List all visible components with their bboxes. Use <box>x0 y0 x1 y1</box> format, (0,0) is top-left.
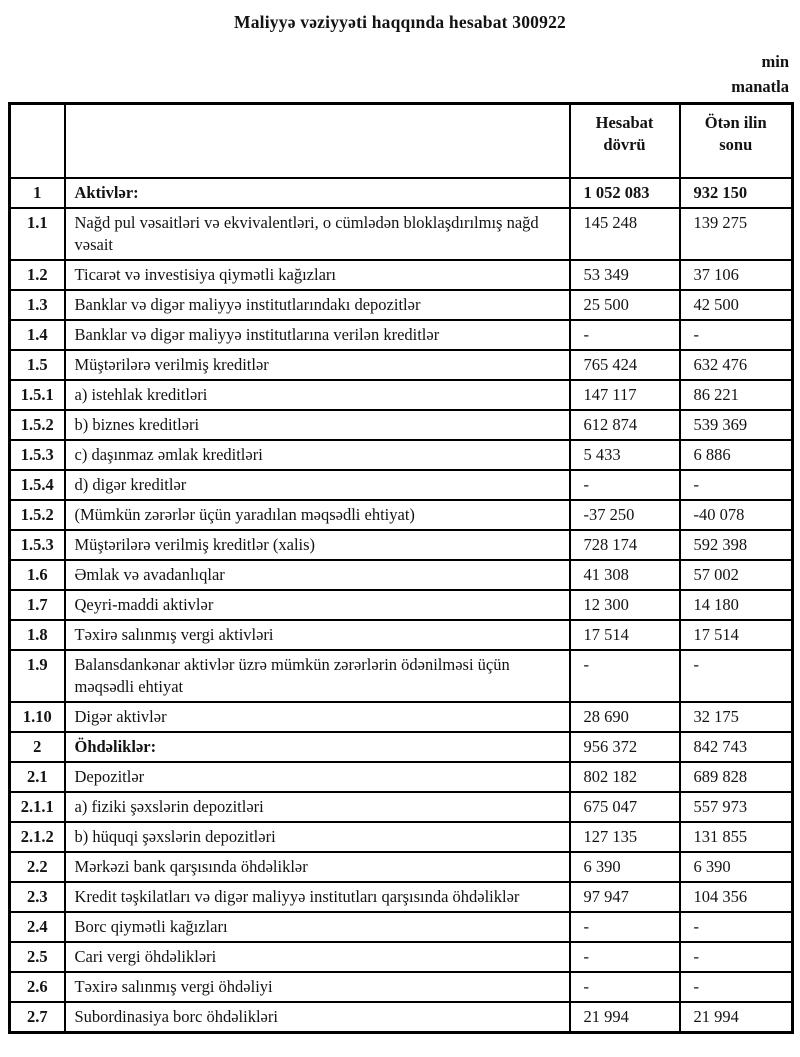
current-period-cell: 97 947 <box>570 882 680 912</box>
row-label-cell: Təxirə salınmış vergi aktivləri <box>65 620 570 650</box>
table-row <box>10 320 793 350</box>
previous-period-cell: 6 390 <box>680 852 793 882</box>
row-number-cell: 1.9 <box>10 650 65 702</box>
table-row <box>10 620 793 650</box>
row-number-cell: 2.3 <box>10 882 65 912</box>
row-number-cell: 1.5.3 <box>10 530 65 560</box>
current-period-cell: - <box>570 650 680 702</box>
current-period-cell: 728 174 <box>570 530 680 560</box>
table-row <box>10 650 793 702</box>
row-label-cell: Əmlak və avadanlıqlar <box>65 560 570 590</box>
row-number-cell: 1.3 <box>10 290 65 320</box>
row-label-cell: Öhdəliklər: <box>65 732 570 762</box>
row-label-cell: Təxirə salınmış vergi öhdəliyi <box>65 972 570 1002</box>
header-row-number-cell <box>10 104 65 178</box>
row-number-cell: 1.7 <box>10 590 65 620</box>
table-row <box>10 380 793 410</box>
current-period-cell: - <box>570 942 680 972</box>
previous-period-cell: 6 886 <box>680 440 793 470</box>
table-row <box>10 440 793 470</box>
current-period-cell: - <box>570 320 680 350</box>
previous-period-cell: 557 973 <box>680 792 793 822</box>
current-period-cell: 25 500 <box>570 290 680 320</box>
previous-period-cell: 632 476 <box>680 350 793 380</box>
row-label-cell: Borc qiymətli kağızları <box>65 912 570 942</box>
current-period-cell: 17 514 <box>570 620 680 650</box>
unit-note-line2: manatla <box>731 77 789 96</box>
report-table-body <box>10 178 793 1033</box>
previous-period-cell: - <box>680 650 793 702</box>
row-label-cell: Digər aktivlər <box>65 702 570 732</box>
current-period-cell: - <box>570 972 680 1002</box>
row-number-cell: 1.5 <box>10 350 65 380</box>
row-number-cell: 1.10 <box>10 702 65 732</box>
table-row <box>10 350 793 380</box>
table-row <box>10 470 793 500</box>
current-period-cell: 53 349 <box>570 260 680 290</box>
table-row <box>10 410 793 440</box>
page-title: Maliyyə vəziyyəti haqqında hesabat 300922 <box>234 12 566 32</box>
table-row <box>10 882 793 912</box>
previous-period-cell: - <box>680 972 793 1002</box>
row-label-cell: Cari vergi öhdəlikləri <box>65 942 570 972</box>
row-number-cell: 1.5.4 <box>10 470 65 500</box>
table-header-row <box>10 104 793 178</box>
header-label-cell <box>65 104 570 178</box>
table-row <box>10 702 793 732</box>
report-page <box>0 12 800 1057</box>
row-label-cell: Balansdankənar aktivlər üzrə mümkün zərərlərin ödənilməsi üçün məqsədli ehtiyat <box>65 650 570 702</box>
previous-period-cell: - <box>680 320 793 350</box>
row-number-cell: 1.5.3 <box>10 440 65 470</box>
previous-period-cell: 932 150 <box>680 178 793 208</box>
row-label-cell: Qeyri-maddi aktivlər <box>65 590 570 620</box>
table-row <box>10 972 793 1002</box>
previous-period-cell: - <box>680 470 793 500</box>
current-period-cell: - <box>570 912 680 942</box>
table-row <box>10 792 793 822</box>
row-label-cell: Nağd pul vəsaitləri və ekvivalentləri, o cümlədən bloklaşdırılmış nağd vəsait <box>65 208 570 260</box>
row-label-cell: a) fiziki şəxslərin depozitləri <box>65 792 570 822</box>
table-row <box>10 912 793 942</box>
unit-note <box>0 49 789 99</box>
table-row <box>10 178 793 208</box>
current-period-cell: 145 248 <box>570 208 680 260</box>
row-number-cell: 1.8 <box>10 620 65 650</box>
current-period-cell: 21 994 <box>570 1002 680 1033</box>
current-period-cell: 5 433 <box>570 440 680 470</box>
row-label-cell: Banklar və digər maliyyə institutlarındakı depozitlər <box>65 290 570 320</box>
previous-period-cell: - <box>680 942 793 972</box>
current-period-cell: 1 052 083 <box>570 178 680 208</box>
current-period-cell: 12 300 <box>570 590 680 620</box>
table-row <box>10 762 793 792</box>
row-label-cell: c) daşınmaz əmlak kreditləri <box>65 440 570 470</box>
row-label-cell: Mərkəzi bank qarşısında öhdəliklər <box>65 852 570 882</box>
previous-period-cell: - <box>680 912 793 942</box>
previous-period-cell: 57 002 <box>680 560 793 590</box>
row-number-cell: 1.1 <box>10 208 65 260</box>
row-label-cell: Aktivlər: <box>65 178 570 208</box>
row-label-cell: Ticarət və investisiya qiymətli kağızları <box>65 260 570 290</box>
current-period-cell: - <box>570 470 680 500</box>
table-row <box>10 260 793 290</box>
row-number-cell: 1.5.1 <box>10 380 65 410</box>
row-number-cell: 1.2 <box>10 260 65 290</box>
table-row <box>10 290 793 320</box>
current-period-cell: 802 182 <box>570 762 680 792</box>
row-number-cell: 1.4 <box>10 320 65 350</box>
table-row <box>10 732 793 762</box>
table-row <box>10 590 793 620</box>
current-period-cell: 41 308 <box>570 560 680 590</box>
previous-period-cell: 86 221 <box>680 380 793 410</box>
current-period-cell: 6 390 <box>570 852 680 882</box>
table-row <box>10 1002 793 1033</box>
row-number-cell: 2.1.1 <box>10 792 65 822</box>
row-label-cell: d) digər kreditlər <box>65 470 570 500</box>
table-row <box>10 560 793 590</box>
row-number-cell: 2 <box>10 732 65 762</box>
previous-period-cell: 21 994 <box>680 1002 793 1033</box>
previous-period-cell: 139 275 <box>680 208 793 260</box>
table-row <box>10 942 793 972</box>
previous-period-cell: 17 514 <box>680 620 793 650</box>
row-label-cell: b) biznes kreditləri <box>65 410 570 440</box>
header-current-period-cell: Hesabat dövrü <box>570 104 680 178</box>
table-row <box>10 530 793 560</box>
previous-period-cell: 592 398 <box>680 530 793 560</box>
current-period-cell: 765 424 <box>570 350 680 380</box>
row-number-cell: 2.6 <box>10 972 65 1002</box>
current-period-cell: 28 690 <box>570 702 680 732</box>
previous-period-cell: 539 369 <box>680 410 793 440</box>
previous-period-cell: 37 106 <box>680 260 793 290</box>
row-number-cell: 2.2 <box>10 852 65 882</box>
header-previous-period-cell: Ötən ilin sonu <box>680 104 793 178</box>
current-period-cell: 675 047 <box>570 792 680 822</box>
row-label-cell: Müştərilərə verilmiş kreditlər <box>65 350 570 380</box>
row-number-cell: 2.5 <box>10 942 65 972</box>
row-label-cell: a) istehlak kreditləri <box>65 380 570 410</box>
row-label-cell: Subordinasiya borc öhdəlikləri <box>65 1002 570 1033</box>
row-number-cell: 2.1 <box>10 762 65 792</box>
row-label-cell: (Mümkün zərərlər üçün yaradılan məqsədli ehtiyat) <box>65 500 570 530</box>
previous-period-cell: 14 180 <box>680 590 793 620</box>
financial-position-table <box>8 102 794 1034</box>
current-period-cell: -37 250 <box>570 500 680 530</box>
table-row <box>10 852 793 882</box>
previous-period-cell: -40 078 <box>680 500 793 530</box>
row-label-cell: Müştərilərə verilmiş kreditlər (xalis) <box>65 530 570 560</box>
row-label-cell: Depozitlər <box>65 762 570 792</box>
row-label-cell: b) hüquqi şəxslərin depozitləri <box>65 822 570 852</box>
row-number-cell: 2.4 <box>10 912 65 942</box>
previous-period-cell: 104 356 <box>680 882 793 912</box>
previous-period-cell: 32 175 <box>680 702 793 732</box>
previous-period-cell: 842 743 <box>680 732 793 762</box>
current-period-cell: 956 372 <box>570 732 680 762</box>
row-number-cell: 1 <box>10 178 65 208</box>
previous-period-cell: 689 828 <box>680 762 793 792</box>
unit-note-line1: min <box>761 52 789 71</box>
row-label-cell: Banklar və digər maliyyə institutlarına verilən kreditlər <box>65 320 570 350</box>
row-number-cell: 1.6 <box>10 560 65 590</box>
table-row <box>10 500 793 530</box>
row-number-cell: 1.5.2 <box>10 500 65 530</box>
table-row <box>10 822 793 852</box>
row-number-cell: 2.1.2 <box>10 822 65 852</box>
current-period-cell: 127 135 <box>570 822 680 852</box>
current-period-cell: 612 874 <box>570 410 680 440</box>
table-row <box>10 208 793 260</box>
current-period-cell: 147 117 <box>570 380 680 410</box>
row-number-cell: 1.5.2 <box>10 410 65 440</box>
row-number-cell: 2.7 <box>10 1002 65 1033</box>
previous-period-cell: 131 855 <box>680 822 793 852</box>
previous-period-cell: 42 500 <box>680 290 793 320</box>
row-label-cell: Kredit təşkilatları və digər maliyyə institutları qarşısında öhdəliklər <box>65 882 570 912</box>
